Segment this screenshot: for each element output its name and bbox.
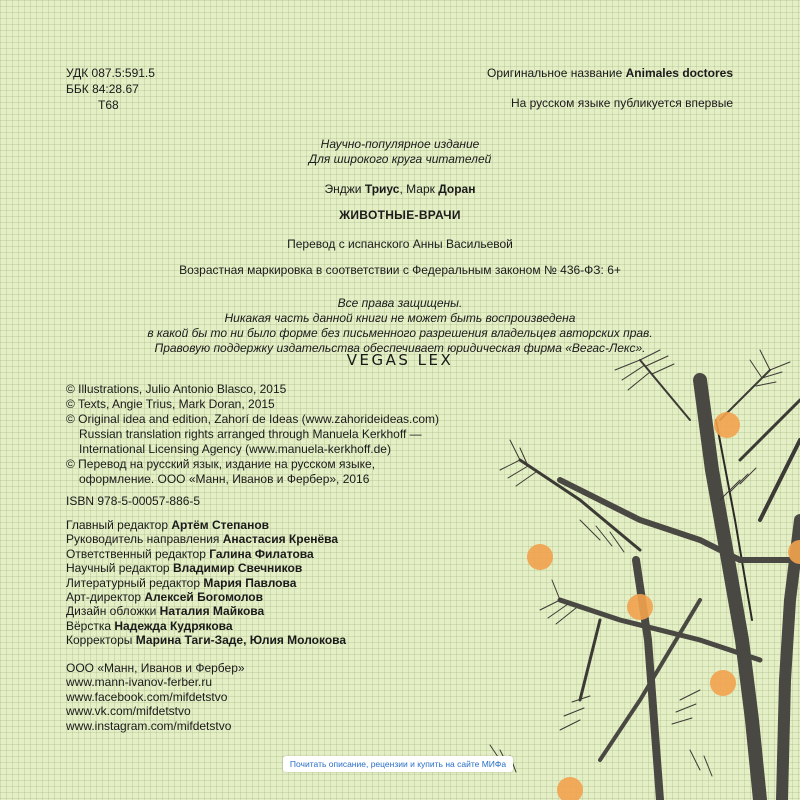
staff-name: Надежда Кудрякова — [114, 618, 233, 633]
staff-role: Научный редактор — [66, 561, 173, 576]
bbk-code: ББК 84:28.67 — [66, 82, 139, 96]
rights-line: Все права защищены. — [337, 296, 463, 310]
copyright-line: © Texts, Angie Trius, Mark Doran, 2015 — [66, 397, 275, 411]
staff-name: Галина Филатова — [209, 546, 314, 561]
staff-name: Мария Павлова — [203, 575, 297, 590]
author-separator: , — [399, 182, 407, 196]
staff-name: Анастасия Кренёва — [222, 532, 339, 547]
staff-row — [66, 604, 346, 618]
staff-role: Руководитель направления — [66, 532, 223, 547]
original-title-line — [487, 66, 733, 80]
author-1-first: Энджи — [324, 182, 365, 196]
staff-row — [66, 633, 346, 647]
staff-row — [66, 532, 346, 546]
staff-name: Владимир Свечников — [172, 561, 303, 576]
publisher-website-link[interactable]: www.mann-ivanov-ferber.ru — [66, 675, 213, 690]
staff-role: Литературный редактор — [66, 575, 204, 590]
staff-role: Арт-директор — [66, 590, 145, 605]
staff-list — [66, 518, 346, 648]
staff-role: Дизайн обложки — [66, 604, 160, 619]
age-rating: Возрастная маркировка в соответствии с Федеральным законом № 436-ФЗ: 6+ — [179, 263, 621, 277]
rights-notice — [0, 296, 800, 356]
instagram-link[interactable]: www.instagram.com/mifdetstvo — [66, 718, 232, 733]
rights-line: Правовую поддержку издательства обеспечивает юридическая фирма «Вегас-Лекс». — [154, 341, 646, 355]
author-2-last: Доран — [438, 182, 476, 196]
rights-line: Никакая часть данной книги не может быть воспроизведена — [224, 311, 576, 325]
original-title-prefix: Оригинальное название — [487, 66, 626, 80]
author-1-last: Триус — [364, 182, 400, 196]
publisher-name: ООО «Манн, Иванов и Фербер» — [66, 661, 245, 675]
copyright-line: © Перевод на русский язык, издание на русском языке, — [66, 457, 376, 471]
copyright-line: © Original idea and edition, Zahorí de Ideas (www.zahorideideas.com) — [66, 412, 440, 426]
genre-block — [0, 137, 800, 167]
staff-role: Ответственный редактор — [66, 546, 210, 561]
copyright-line: International Licensing Agency (www.manuela-kerkhoff.de) — [79, 442, 391, 456]
mif-site-link[interactable]: Почитать описание, рецензии и купить на сайте МИФа — [283, 756, 513, 772]
udk-code: УДК 087.5:591.5 — [66, 66, 155, 80]
translation-credit: Перевод с испанского Анны Васильевой — [287, 237, 513, 251]
staff-row — [66, 561, 346, 575]
first-publication-note: На русском языке публикуется впервые — [510, 96, 733, 110]
staff-name: Наталия Майкова — [159, 604, 265, 619]
copyright-line: Russian translation rights arranged through Manuela Kerkhoff — — [79, 427, 422, 441]
staff-role: Главный редактор — [66, 518, 172, 532]
copyright-block — [66, 382, 446, 487]
vegas-lex-logo: VEGAS LEX — [346, 351, 454, 369]
genre-line: Для широкого круга читателей — [308, 152, 492, 166]
staff-role: Корректоры — [66, 633, 136, 648]
rights-line: в какой бы то ни было форме без письменного разрешения владельцев авторских прав. — [147, 326, 653, 340]
staff-name: Алексей Богомолов — [144, 590, 263, 605]
publisher-contacts — [66, 661, 245, 733]
catalog-codes — [66, 66, 206, 114]
genre-line: Научно-популярное издание — [320, 137, 480, 151]
author-index: Т68 — [98, 98, 119, 112]
copyright-line: © Illustrations, Julio Antonio Blasco, 2015 — [66, 382, 287, 396]
staff-row — [66, 576, 346, 590]
author-2-first: Марк — [406, 182, 439, 196]
staff-row — [66, 590, 346, 604]
authors-line — [0, 182, 800, 196]
staff-row — [66, 619, 346, 633]
facebook-link[interactable]: www.facebook.com/mifdetstvo — [66, 689, 228, 704]
staff-name: Марина Таги-Заде, Юлия Молокова — [135, 633, 347, 648]
staff-role: Вёрстка — [66, 618, 115, 633]
original-title: Animales doctores — [625, 66, 733, 80]
book-title: ЖИВОТНЫЕ-ВРАЧИ — [339, 208, 461, 222]
staff-row — [66, 518, 346, 532]
copyright-line: оформление. ООО «Манн, Иванов и Фербер», 2016 — [79, 472, 370, 486]
isbn: ISBN 978-5-00057-886-5 — [66, 494, 201, 508]
vk-link[interactable]: www.vk.com/mifdetstvo — [66, 704, 191, 719]
staff-row — [66, 547, 346, 561]
staff-name: Артём Степанов — [171, 518, 270, 532]
